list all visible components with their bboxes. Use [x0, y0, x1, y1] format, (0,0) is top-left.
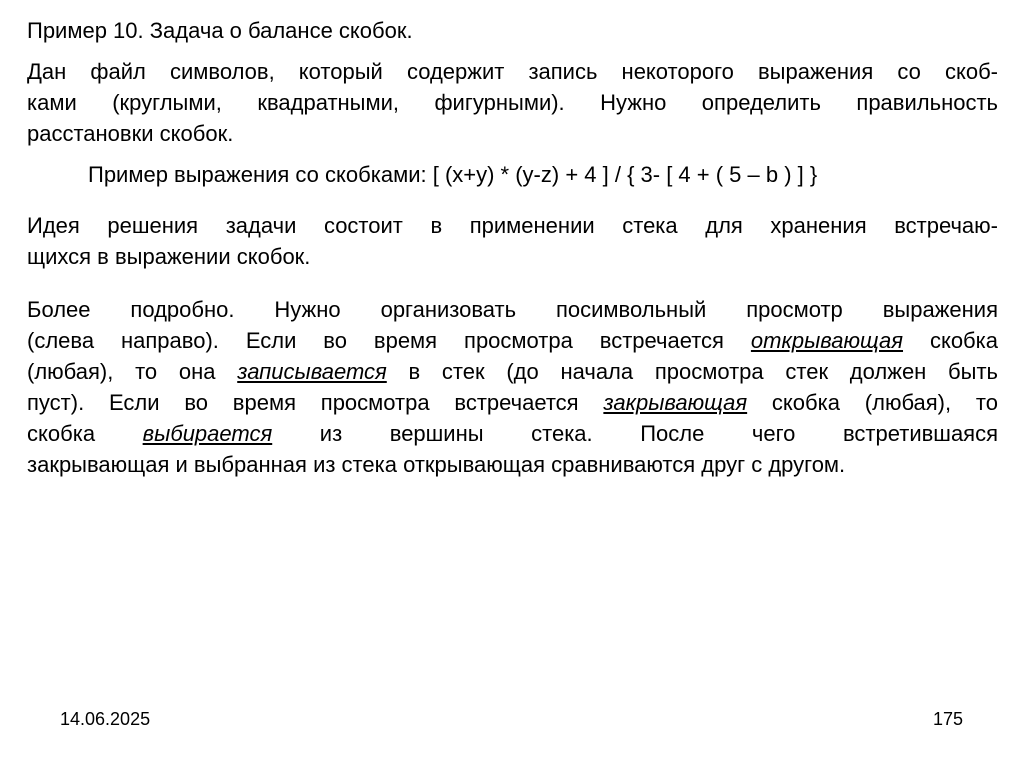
detail-text: из вершины стека. После чего встретившаяся	[272, 421, 999, 446]
detail-text: (любая), то она	[27, 359, 238, 384]
detail-text: (слева направо). Если во время просмотра встречается	[27, 328, 751, 353]
detail-text: скобка	[27, 421, 143, 446]
detail-text: в стек (до начала просмотра стек должен быть	[386, 359, 998, 384]
intro-paragraph	[27, 56, 998, 149]
emphasis-closing: закрывающая	[603, 390, 748, 415]
intro-line: Дан файл символов, который содержит запись некоторого выражения со скоб-	[27, 59, 998, 84]
idea-paragraph	[27, 210, 998, 272]
emphasis-opening: открывающая	[750, 328, 904, 353]
detail-text: скобка (любая), то	[747, 390, 998, 415]
footer-date: 14.06.2025	[60, 709, 151, 729]
detail-text: скобка	[903, 328, 998, 353]
detail-line	[27, 294, 998, 325]
example-expression: Пример выражения со скобками: [ (x+y) * (y-z) + 4 ] / { 3- [ 4 + ( 5 – b ) ] }	[88, 162, 818, 187]
detail-line	[27, 387, 998, 418]
emphasis-pushed: записывается	[237, 359, 387, 384]
detail-line	[27, 325, 998, 356]
detail-text: пуст). Если во время просмотра встречается	[27, 390, 604, 415]
page-number: 175	[933, 709, 964, 729]
idea-line: щихся в выражении скобок.	[27, 244, 311, 269]
intro-line: расстановки скобок.	[27, 121, 234, 146]
detail-text: Более подробно. Нужно организовать посимвольный просмотр выражения	[27, 297, 998, 322]
intro-line: ками (круглыми, квадратными, фигурными). Нужно определить правильность	[27, 90, 998, 115]
emphasis-popped: выбирается	[142, 421, 273, 446]
detail-line	[27, 356, 998, 387]
slide-title: Пример 10. Задача о балансе скобок.	[27, 18, 413, 43]
idea-line: Идея решения задачи состоит в применении стека для хранения встречаю-	[27, 213, 998, 238]
detail-line: закрывающая и выбранная из стека открывающая сравниваются друг с другом.	[27, 452, 846, 477]
detail-paragraph	[27, 294, 998, 480]
detail-line	[27, 418, 998, 449]
